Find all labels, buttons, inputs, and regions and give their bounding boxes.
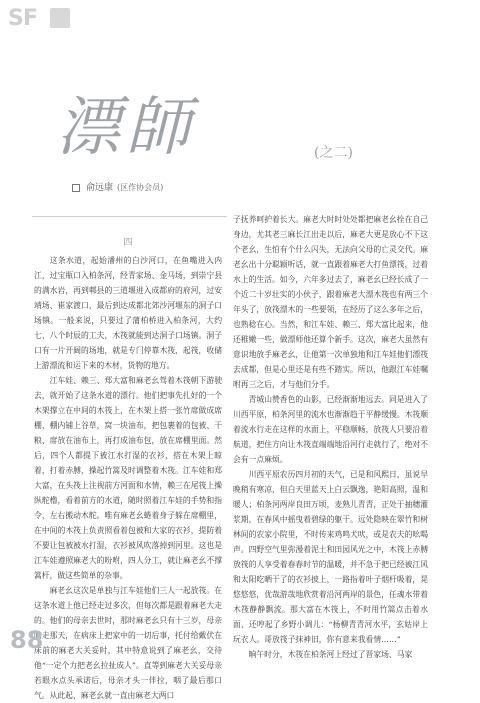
divider [32,216,227,217]
square-bullet-icon [72,184,80,192]
title-main: 漂師 [56,91,196,165]
paragraph: 晌午时分，木筏在柏条河上经过了晋家场、马家 [248,650,413,659]
logo-text: SF [8,6,37,31]
page-number: 88 [10,626,44,654]
article-title [56,88,356,178]
paragraph: 这条水道，起始潘州的白沙河口，在鱼嘴进入内江，过宝瓶口入柏条河，经青家场、金马场，到崇宁县的满水岩，再到郫县的三道堰进入成都府的府河，过安靖场、崔家渡口，最后到达成都北郊沙河堰东的洞子口场镇。一般来说，只要过了蒲柏桥进入柏条河，大约七、八个时辰的工夫，木筏就能到达洞子口场镇。洞子口有一片开阔的场地，就是专门停靠木筏，起筏，收储上游漂流和运下来的木材，货物的地方。 [34,256,222,370]
left-column [34,236,222,703]
logo-emblem-icon [50,8,70,28]
title-subtitle: (之二) [314,145,353,161]
paragraph: 川西平原农历四月初的天气，已是和风熙日，虽说早晚稍有寒凉，但白天里蓝天上白云飘逸，艳阳高照，温和暖人；柏条河两岸良田万顷，麦熟儿青青，正处于抽穗灌浆期，在春风中摇曳着碧绿的躯干。远处隐映在翠竹和树林间的农家小院里，不时传来鸡鸣犬吠，或是农夫的吆喝声。四野空气里弥漫着泥土和田园风光之中，木筏上赤膊放筏的人享受着春春时节的温暖，并不急于把已经被江风和太阳吃晒干了的衣衫披上，一路指着叶子烟杆吸着，晃悠悠悠，优哉游哉地欣赏着沿河两岸的景色，任魂水带着木筏静静飘流。那大富在木筏上，不时用竹篙点击着水面，还哼起了乡野小调儿：“杨柳青青河水平，玄姑岸上玩衣人。哥放筏子抹神旧，你有意来我看情……” [233,470,428,644]
paragraph: 江车娃、赖三、郑大富和麻老幺驾着木筏朝下游驶去，就开始了这条水道的漂行。他们把事先扎好的一个木架撑立在中间的木筏上，在木架上搭一张竹席做成席棚，棚内铺上谷草，窝一块油布，把包裹着的包被、干粮、席放在油布上，再打成油布包，放在席棚里面。然后，四个人都提下被江水打湿的衣衫，搭在木架上晾着，打着赤膊，操起竹篙及时调整着木筏。江车娃和郑大富，在头筏上注视前方河面和水情，赖三在尾筏上操纵舵橹，看着前方的水道，随时照着江车娃的手势和指令，左右搬动木舵。唯有麻老幺蜷着身子躲在席棚里，在中间的木筏上负责照看着包被和大家的衣衫，提防着不要让包被被水打湿，衣衫被风吹落掉到河里。这也是江车娃遵照麻老大的吩咐，四人分工，就让麻老幺不撑篙杆，做这些简单的杂事。 [34,376,222,580]
paragraph: 麻老幺这次是单独与江车娃他们三人一起放筏。在这条水道上他已经走过多次，但每次都是跟着麻老大走的。他们的母亲去世时，那时麻老幺只有十三岁，母亲临走那天，在病床上把家中的一切后事，托付给戴伏在床前的麻老大关妥时，其中特意说到了麻老幺，交待他“一定个力把老幺拉扯成人”。直等到麻老大关妥母亲若眼水点头承诺后，母亲才头一伴拉，咽了最后那口气。从此起，麻老幺就一直由麻老大两口 [34,586,222,700]
paragraph: 青城山赞香色的山影，已经渐渐地远去。同是进入了川西平原，柏条河里的流水也渐渐趋于平静缓慢。木筏顺着流水行走在这样的水面上，平稳顺畅，放筏人只要沿着航道，把住方向让木筏直端端地沿河行走就行了，绝对不会有一点麻烦。 [233,395,428,464]
magazine-logo [8,6,72,32]
section-number: 四 [123,238,133,248]
right-column [233,212,428,662]
author-name: 俞远康 [86,183,114,193]
author-affiliation: (区作协会员) [117,183,164,192]
paragraph: 子抚养呵护着长大。麻老大时时处处都把麻老幺拴在自己身边，尤其老三麻长江出走以后，麻老大更是放心不下这个老幺，生怕有个什么闪失，无法向父母的亡灵交代。麻老幺出十分聪颖听话，就一直跟着麻老大打鱼漂筏，过着水上的生活。如今，六年多过去了，麻老幺已经长成了一个近二十岁壮实的小伙子，跟着麻老大漂木筏也有两三个年头了，放筏漂木的一些要领，在经历了这么多年之后，也熟稔在心。当然，和江车娃、赖三、郑大富比起来，他还稚嫩一些，做漂师他还算个新手。这次，麻老大虽然有意识地放手麻老幺，让他第一次单独地和江车娃他们漂筏去成都，但是心里还是有些不踏实。所以，他跟江车娃嘱咐再三之后，才与他们分手。 [233,215,428,389]
byline [72,180,163,193]
